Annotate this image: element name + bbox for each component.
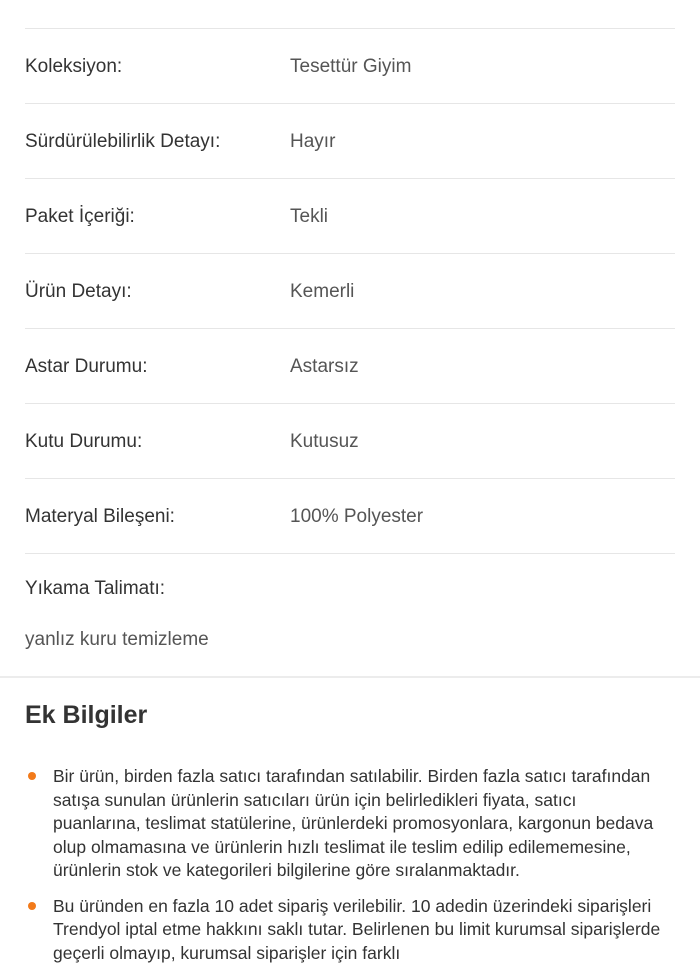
- attribute-key: Materyal Bileşeni:: [25, 506, 175, 527]
- attribute-value: Tesettür Giyim: [290, 56, 412, 77]
- list-item: [25, 765, 665, 883]
- list-item-text: Bu üründen en fazla 10 adet sipariş verilebilir. 10 adedin üzerindeki siparişleri Trendyol iptal etme hakkını saklı tutar. Belirlenen bu limit kurumsal siparişlerde geçerli olmayıp, kurumsal siparişler için farklı: [53, 895, 661, 963]
- additional-info-title: Ek Bilgiler: [25, 701, 148, 729]
- attribute-row-collection: [25, 29, 675, 104]
- attribute-row-package-content: [25, 179, 675, 254]
- attribute-key: Ürün Detayı:: [25, 281, 132, 302]
- divider: [25, 553, 675, 554]
- section-divider: [0, 676, 700, 678]
- attribute-row-lining: [25, 329, 675, 404]
- attribute-value: Astarsız: [290, 356, 359, 377]
- attribute-key: Astar Durumu:: [25, 356, 148, 377]
- list-item: [25, 895, 665, 966]
- care-instructions-label: Yıkama Talimatı:: [25, 578, 166, 599]
- attribute-key: Paket İçeriği:: [25, 206, 135, 227]
- bullet-icon: [28, 772, 36, 780]
- attribute-key: Koleksiyon:: [25, 56, 123, 77]
- bullet-icon: [28, 902, 36, 910]
- attribute-row-box: [25, 404, 675, 479]
- attribute-value: Tekli: [290, 206, 329, 227]
- attribute-key: Kutu Durumu:: [25, 431, 143, 452]
- attribute-value: Kutusuz: [290, 431, 359, 452]
- list-item-text: Bir ürün, birden fazla satıcı tarafından satılabilir. Birden fazla satıcı tarafından satışa sunulan ürünlerin satıcıları ürün için belirledikleri fiyata, satıcı puanlarına, teslimat statülerine, ürünlerdeki promosyonlara, kargonun bedava olup olmamasına ve ürünlerin hızlı teslimat ile teslim edilip edilememesine, ürünlerin stok ve kategorileri bilgilerine göre sıralanmaktadır.: [53, 766, 654, 880]
- attribute-value: Kemerli: [290, 281, 355, 302]
- attribute-key: Sürdürülebilirlik Detayı:: [25, 131, 221, 152]
- attribute-row-material: [25, 479, 675, 554]
- attribute-row-sustainability: [25, 104, 675, 179]
- attribute-value: Hayır: [290, 131, 336, 152]
- attribute-row-product-detail: [25, 254, 675, 329]
- care-instructions-value: yanlız kuru temizleme: [25, 629, 209, 650]
- attribute-value: 100% Polyester: [290, 506, 424, 527]
- additional-info-list: [25, 765, 665, 977]
